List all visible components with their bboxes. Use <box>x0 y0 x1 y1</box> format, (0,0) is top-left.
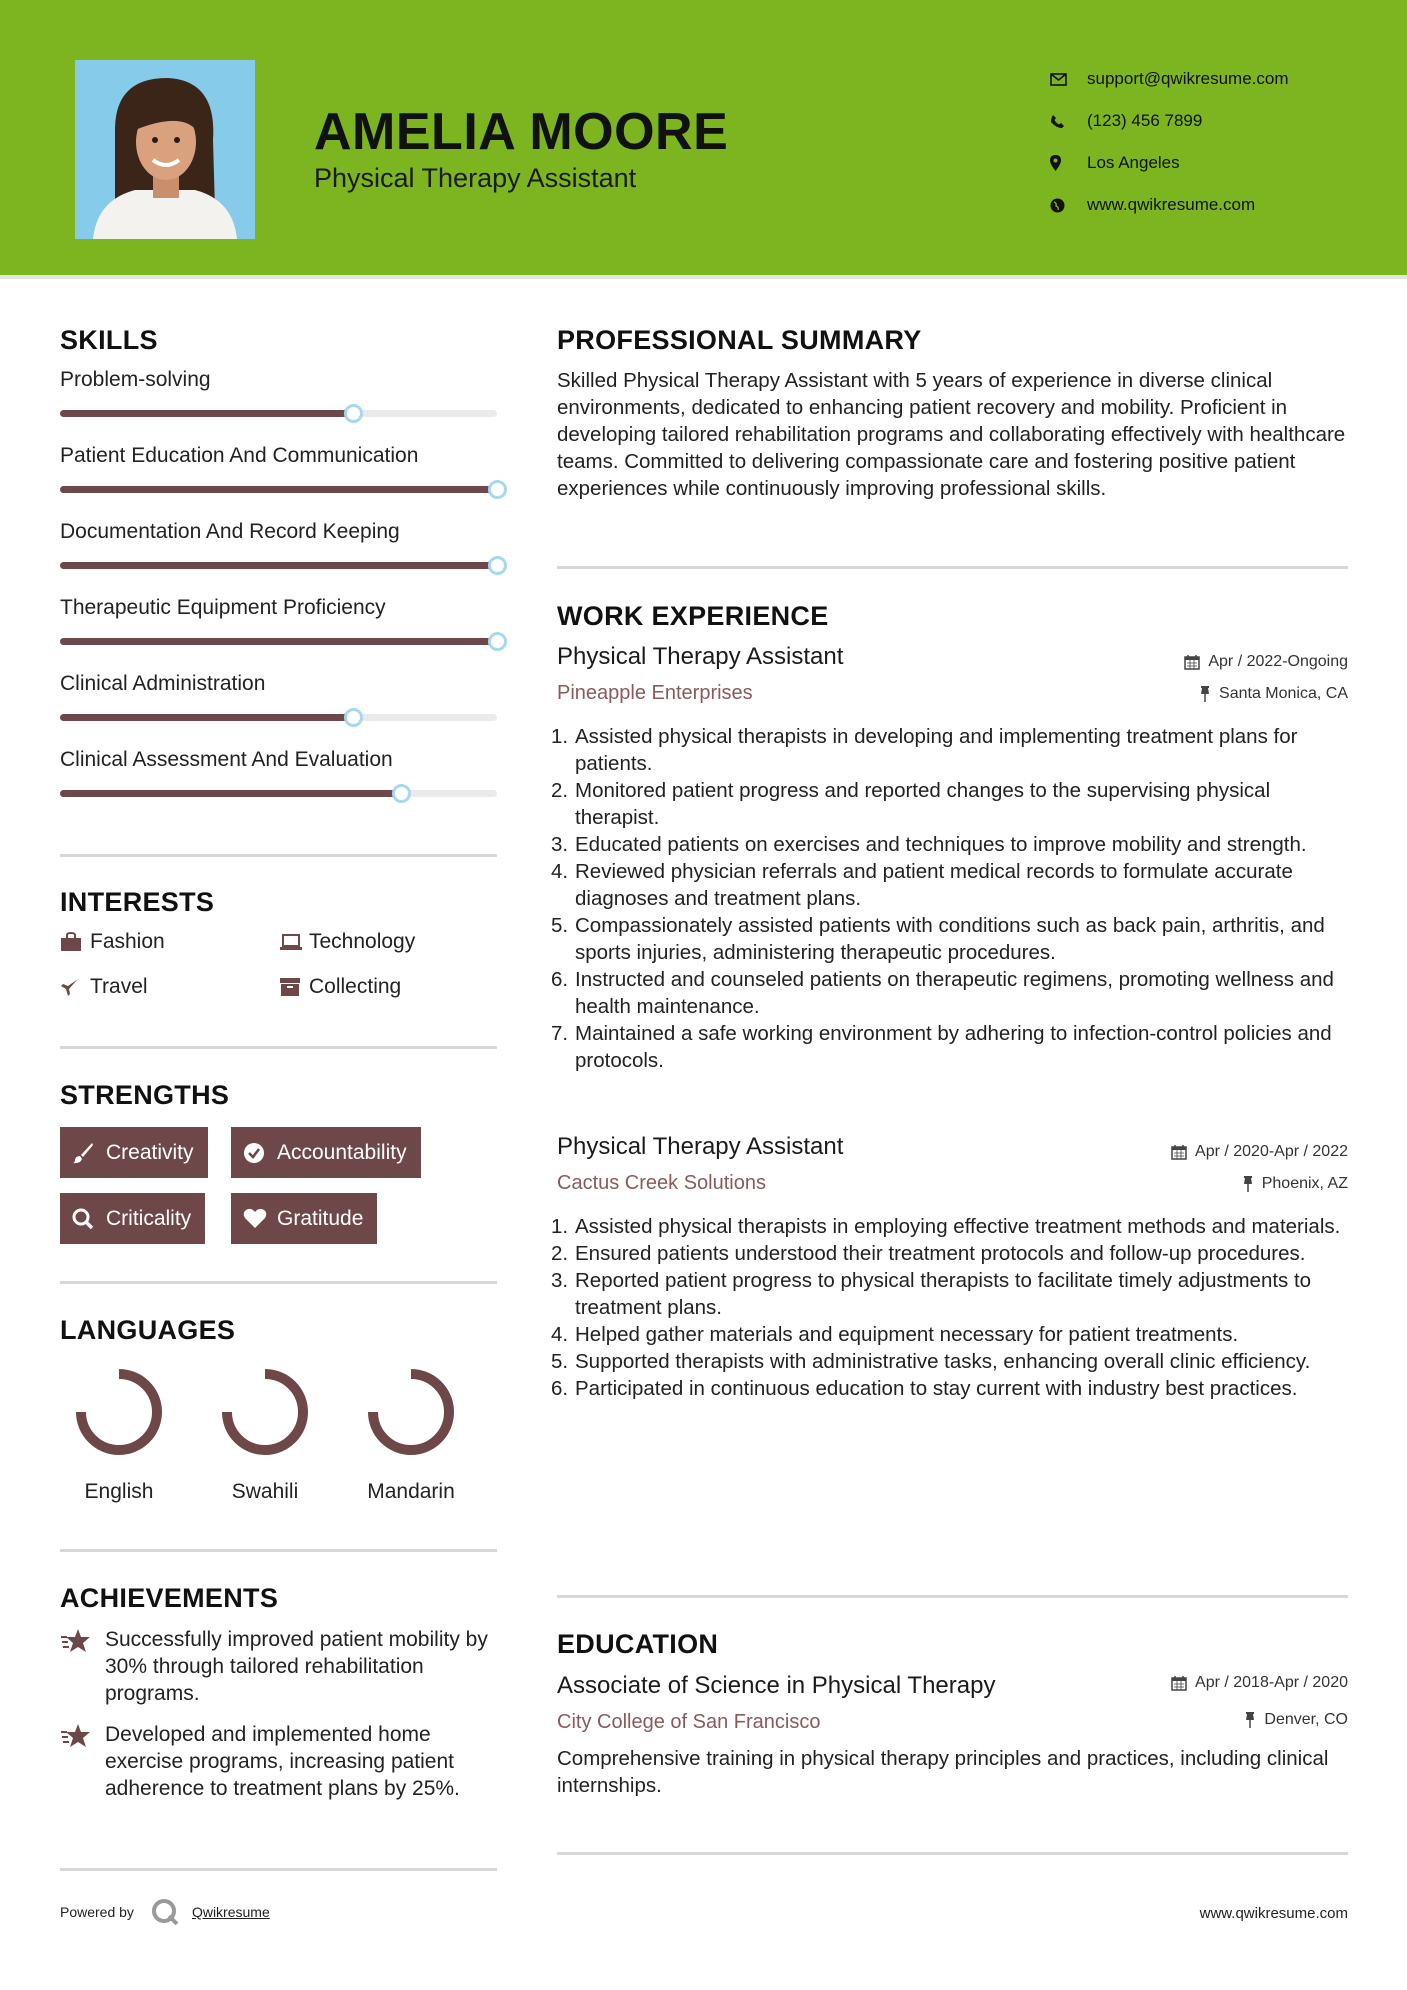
language-name: Swahili <box>231 1480 299 1503</box>
contact-list <box>1050 58 1289 226</box>
achievement-text: Developed and implemented home exercise programs, increasing patient adherence to treatment plans by 25%. <box>105 1723 460 1800</box>
language-name: Mandarin <box>367 1480 455 1503</box>
pushpin-icon <box>1244 1712 1256 1728</box>
skill-bar <box>60 790 497 797</box>
job-role: Physical Therapy Assistant <box>557 1133 844 1160</box>
language-item <box>64 1363 174 1504</box>
section-divider <box>60 854 497 857</box>
phone-icon <box>1050 114 1087 129</box>
list-item: 5. Compassionately assisted patients with conditions such as back pain, arthritis, and sports injuries, administering therapeutic procedures. <box>551 914 1325 964</box>
list-item: 5. Supported therapists with administrative tasks, enhancing overall clinic efficiency. <box>551 1350 1311 1373</box>
contact-location: Los Angeles <box>1050 142 1289 184</box>
skill-name: Clinical Assessment And Evaluation <box>60 748 393 771</box>
calendar-icon <box>1184 654 1200 670</box>
map-marker-icon <box>1050 155 1087 171</box>
language-ring <box>64 1363 174 1461</box>
skill-bar-knob <box>344 404 363 423</box>
skill-item <box>60 368 497 444</box>
skill-bar-knob <box>392 784 411 803</box>
section-divider <box>557 566 1348 569</box>
contact-email[interactable]: support@qwikresume.com <box>1050 58 1289 100</box>
education-description: Comprehensive training in physical therapy principles and practices, including clinical internships. <box>557 1747 1329 1797</box>
check-circle-icon <box>243 1142 277 1164</box>
achievements-heading: ACHIEVEMENTS <box>60 1583 279 1613</box>
skill-bar-knob <box>488 480 507 499</box>
skill-bar-fill <box>60 714 353 721</box>
calendar-icon <box>1171 1144 1187 1160</box>
job-company: Pineapple Enterprises <box>557 682 753 704</box>
search-icon <box>72 1208 106 1230</box>
summary-text: Skilled Physical Therapy Assistant with 5 years of experience in diverse clinical environments, dedicated to enhancing patient recovery and mobility. Proficient in developing tailored rehabilitation programs and collaborating effectively with healthcare teams. Committed to delivering compassionate care and fostering positive patient experiences while continuously improving professional skills. <box>557 369 1346 500</box>
qwikresume-logo-icon <box>150 1897 180 1927</box>
archive-icon <box>279 977 309 997</box>
skill-bar-fill <box>60 638 497 645</box>
strength-tag: Gratitude <box>231 1193 377 1244</box>
skill-bar <box>60 638 497 645</box>
list-item: 1. Assisted physical therapists in developing and implementing treatment plans for patients. <box>551 725 1298 775</box>
contact-website[interactable]: www.qwikresume.com <box>1050 184 1289 226</box>
strength-tag: Creativity <box>60 1127 208 1178</box>
skill-name: Clinical Administration <box>60 672 266 695</box>
header-divider <box>0 275 1407 279</box>
skill-bar <box>60 410 497 417</box>
star-icon <box>60 1721 105 1802</box>
experience-heading: WORK EXPERIENCE <box>557 601 829 631</box>
job-bullets <box>551 723 1347 1074</box>
profile-photo <box>75 60 255 239</box>
education-heading: EDUCATION <box>557 1629 719 1659</box>
laptop-icon <box>279 933 309 951</box>
section-divider <box>60 1281 497 1284</box>
achievement-text: Successfully improved patient mobility by 30% through tailored rehabilitation programs. <box>105 1628 488 1705</box>
interests-heading: INTERESTS <box>60 887 215 917</box>
section-divider <box>557 1852 1348 1855</box>
pushpin-icon <box>1242 1176 1254 1192</box>
shopping-bag-icon <box>60 932 90 952</box>
job-company: Cactus Creek Solutions <box>557 1172 766 1194</box>
pushpin-icon <box>1199 686 1211 702</box>
language-item <box>210 1363 320 1504</box>
skill-item <box>60 672 497 748</box>
summary-heading: PROFESSIONAL SUMMARY <box>557 325 922 355</box>
education-school: City College of San Francisco <box>557 1711 821 1733</box>
list-item: 3. Educated patients on exercises and techniques to improve mobility and strength. <box>551 833 1307 856</box>
heart-icon <box>243 1208 277 1229</box>
interest-item: Fashion <box>60 930 165 954</box>
job-dates: Apr / 2022-Ongoing <box>1184 653 1348 671</box>
list-item: 4. Helped gather materials and equipment necessary for patient treatments. <box>551 1323 1239 1346</box>
education-location: Denver, CO <box>1244 1711 1348 1729</box>
list-item: 7. Maintained a safe working environment by adhering to infection-control policies and protocols. <box>551 1022 1332 1072</box>
language-name: English <box>84 1480 154 1503</box>
skill-bar-fill <box>60 410 353 417</box>
footer-powered-by: Powered by Qwikresume <box>60 1897 270 1927</box>
section-divider <box>60 1868 497 1871</box>
list-item: 6. Instructed and counseled patients on therapeutic regimens, promoting wellness and health maintenance. <box>551 968 1334 1018</box>
list-item: 4. Reviewed physician referrals and patient medical records to formulate accurate diagnoses and treatment plans. <box>551 860 1293 910</box>
skill-bar-knob <box>344 708 363 727</box>
education-dates: Apr / 2018-Apr / 2020 <box>1171 1674 1348 1692</box>
list-item: 2. Monitored patient progress and reported changes to the supervising physical therapist. <box>551 779 1271 829</box>
education-degree: Associate of Science in Physical Therapy <box>557 1672 996 1699</box>
skill-bar-knob <box>488 632 507 651</box>
job-location: Phoenix, AZ <box>1242 1175 1348 1193</box>
skill-bar <box>60 562 497 569</box>
skill-item <box>60 748 497 824</box>
skill-name: Patient Education And Communication <box>60 444 419 467</box>
list-item: 3. Reported patient progress to physical therapists to facilitate timely adjustments to treatment plans. <box>551 1269 1312 1319</box>
star-icon <box>60 1626 105 1707</box>
language-ring <box>210 1363 320 1461</box>
job-bullets <box>551 1213 1347 1402</box>
skill-name: Therapeutic Equipment Proficiency <box>60 596 386 619</box>
skill-bar-knob <box>488 556 507 575</box>
candidate-title: Physical Therapy Assistant <box>314 163 637 193</box>
section-divider <box>557 1595 1348 1598</box>
list-item: 1. Assisted physical therapists in employing effective treatment methods and materials. <box>551 1215 1341 1238</box>
job-dates: Apr / 2020-Apr / 2022 <box>1171 1143 1348 1161</box>
strengths-heading: STRENGTHS <box>60 1080 230 1110</box>
languages-heading: LANGUAGES <box>60 1315 236 1345</box>
job-role: Physical Therapy Assistant <box>557 643 844 670</box>
section-divider <box>60 1046 497 1049</box>
candidate-name: AMELIA MOORE <box>314 103 729 161</box>
interest-item: Technology <box>279 930 415 954</box>
skill-name: Problem-solving <box>60 368 211 391</box>
skill-bar-fill <box>60 486 497 493</box>
achievement-item <box>60 1721 500 1802</box>
skill-item <box>60 444 497 520</box>
header-band <box>0 0 1407 275</box>
contact-phone[interactable]: (123) 456 7899 <box>1050 100 1289 142</box>
globe-icon <box>1050 198 1087 213</box>
skill-bar <box>60 486 497 493</box>
plane-icon <box>60 977 90 997</box>
job-location: Santa Monica, CA <box>1199 685 1348 703</box>
skill-bar-fill <box>60 790 401 797</box>
section-divider <box>60 1549 497 1552</box>
interest-item: Collecting <box>279 975 401 999</box>
list-item: 2. Ensured patients understood their treatment protocols and follow-up procedures. <box>551 1242 1306 1265</box>
interest-item: Travel <box>60 975 148 999</box>
language-ring <box>356 1363 466 1461</box>
qwikresume-link[interactable]: Qwikresume <box>191 1904 270 1920</box>
list-item: 6. Participated in continuous education to stay current with industry best practices. <box>551 1377 1298 1400</box>
skill-bar <box>60 714 497 721</box>
skill-item <box>60 596 497 672</box>
paint-brush-icon <box>72 1142 106 1164</box>
skill-bar-fill <box>60 562 497 569</box>
achievement-item <box>60 1626 500 1707</box>
skill-item <box>60 520 497 596</box>
strength-tag: Criticality <box>60 1193 205 1244</box>
envelope-icon <box>1050 73 1087 86</box>
footer-url[interactable]: www.qwikresume.com <box>1199 1905 1348 1922</box>
strength-tag: Accountability <box>231 1127 421 1178</box>
calendar-icon <box>1171 1675 1187 1691</box>
skills-heading: SKILLS <box>60 325 158 355</box>
skill-name: Documentation And Record Keeping <box>60 520 400 543</box>
language-item <box>356 1363 466 1504</box>
